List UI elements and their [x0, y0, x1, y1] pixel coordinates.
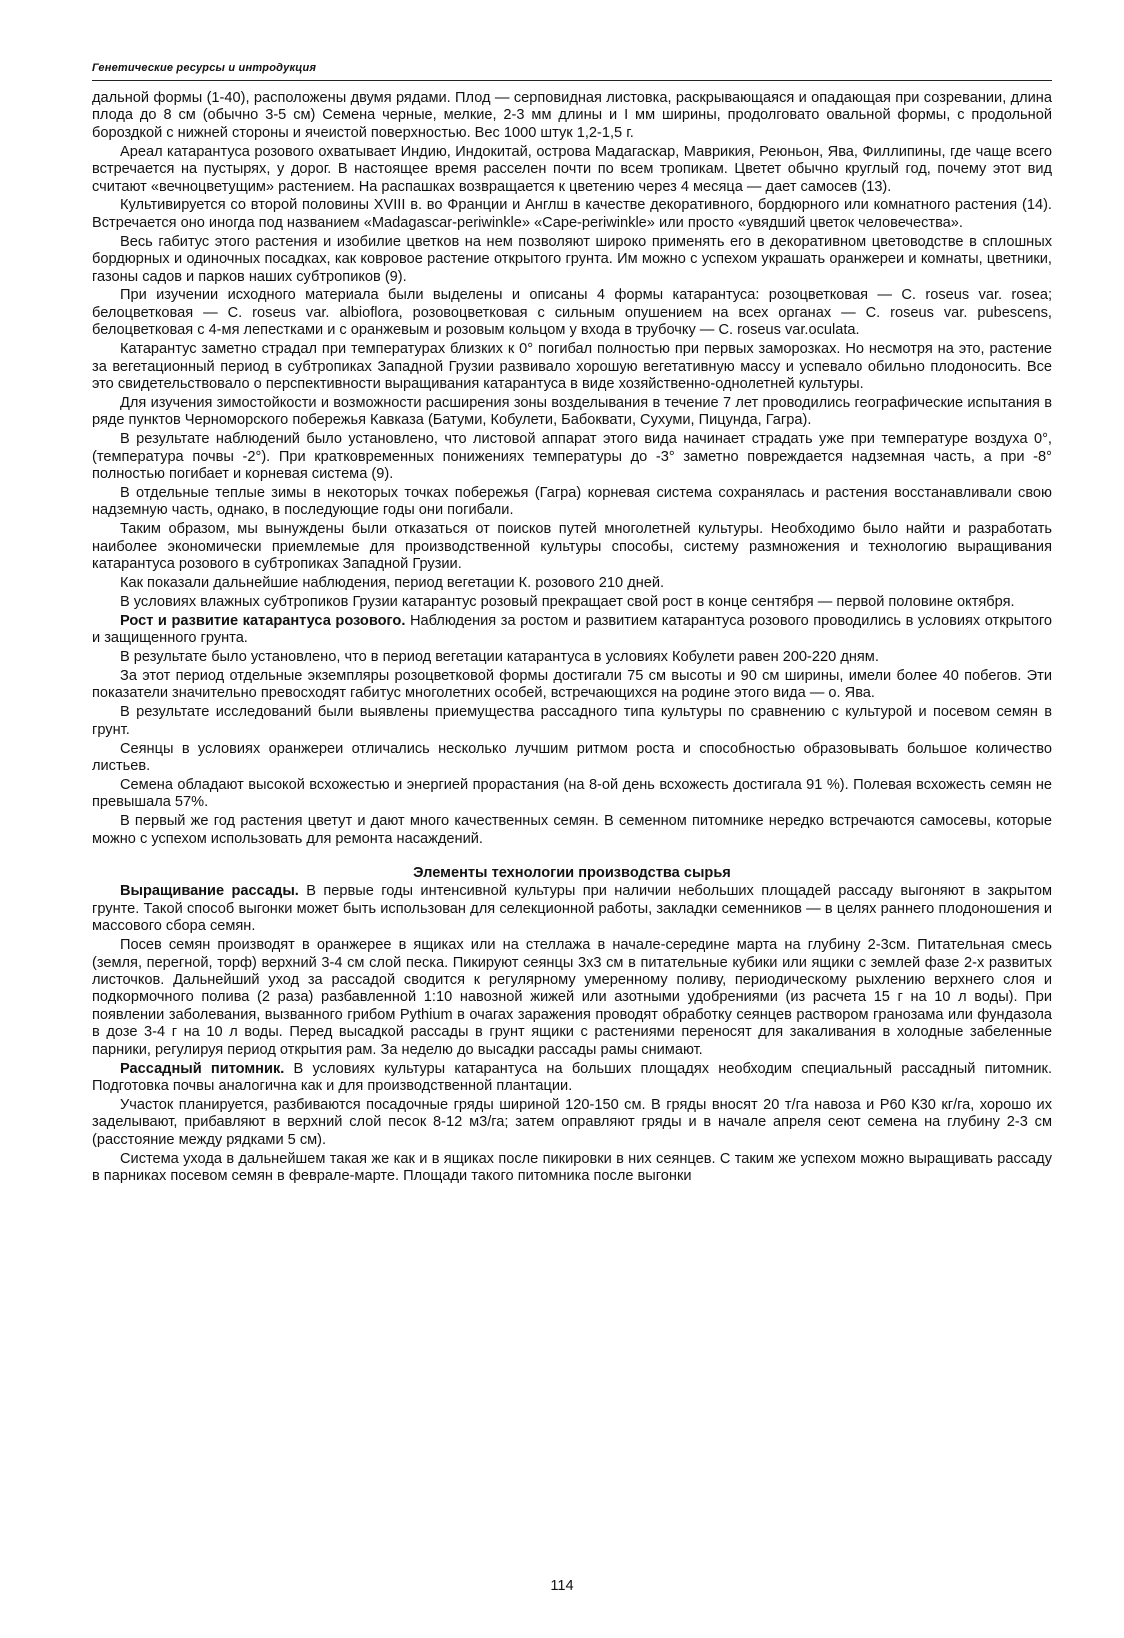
paragraph: В результате было установлено, что в период вегетации катарантуса в условиях Кобулети равен 200-220 дням. [120, 649, 879, 666]
paragraph: В результате наблюдений было установлено, что листовой аппарат этого вида начинает страдать уже при температуре воздуха 0°, (температура почвы -2°). При кратковременных понижениях температуры до -3° заметно повреждается надземная часть, а при -8° полностью погибает и корневая система (9). [92, 431, 1052, 483]
paragraph: Культивируется со второй половины XVIII в. во Франции и Англш в качестве декоративного, бордюрного или комнатного растения (14). Встречается оно иногда под названием «Madagascar-periwinkle» «Cape-periwinkle» или просто «увядший цветок человечества». [92, 197, 1052, 231]
seedling-lead: В первые годы интенсивной культуры при наличии небольших площадей рассаду выгоняют в закрытом грунте. Такой способ выгонки может быть использован для селекционной работы, закладки семенников — в целях раннего плодоношения и массового сбора семян. [92, 883, 1052, 935]
paragraph: Как показали дальнейшие наблюдения, период вегетации К. розового 210 дней. [120, 574, 665, 591]
running-header: Генетические ресурсы и интродукция [92, 62, 317, 74]
paragraph: В первый же год растения цветут и дают много качественных семян. В семенном питомнике нередко встречаются самосевы, которые можно с успехом использовать для ремонта насаждений. [92, 813, 1052, 847]
paragraph: За этот период отдельные экземпляры розоцветковой формы достигали 75 см высоты и 90 см ширины, имели более 40 побегов. Эти показатели значительно превосходят габитус многолетних особей, встречающихся на родине этого вида — о. Ява. [92, 668, 1052, 702]
paragraph: Катарантус заметно страдал при температурах близких к 0° погибал полностью при первых заморозках. Но несмотря на это, растение за вегетационный период в субтропиках Западной Грузии развивало хорошую вегетативную массу и успевало обильно плодоносить. Все это свидетельствовало о перспективности выращивания катарантуса в виде хозяйственно-однолетней культуры. [92, 341, 1052, 392]
paragraph: В отдельные теплые зимы в некоторых точках побережья (Гагра) корневая система сохранялась и растения восстанавливали свою надземную часть, однако, в последующие годы они погибали. [92, 484, 1052, 519]
nursery-paragraph [92, 1061, 1052, 1096]
article-body [92, 90, 1052, 1187]
paragraph: При изучении исходного материала были выделены и описаны 4 формы катарантуса: розоцветковая — С. roseus var. rosea; белоцветковая — С. roseus var. albioflora, розовоцветковая с сильным опушением на всех органах — С. roseus var. pubescens, белоцветковая с 4-мя лепестками и с оранжевым и розовым кольцом у входа в трубочку — С. roseus var.oculata. [92, 287, 1052, 339]
growth-paragraph [92, 613, 1052, 648]
seedling-title: Выращивание рассады. [120, 883, 299, 900]
growth-title: Рост и развитие катарантуса розового. [120, 612, 406, 629]
paragraph: В результате исследований были выявлены приемущества рассадного типа культуры по сравнению с культурой и посевом семян в грунт. [92, 704, 1052, 738]
nursery-title: Рассадный питомник. [120, 1060, 285, 1077]
header-rule [92, 80, 1052, 81]
paragraph: Посев семян производят в оранжерее в ящиках или на стеллажа в начале-середине марта на глубину 2-3см. Питательная смесь (земля, перегной, торф) верхний 3-4 см слой песка. Пикируют сеянцы 3x3 см в питательные кубики или ящики с землей фазе 2-х развитых листочков. Дальнейший уход за рассадой сводится к регулярному умеренному поливу, периодическому рыхлению верхнего слоя и подкормочного полива (2 раза) разбавленной 1:10 навозной жижей или азотными удобрениями (из расчета 15 г на 10 л воды). При появлении заболевания, вызванного грибом Pythium в очагах заражения проводят обработку сеянцев раствором гранозама или фундазола в дозе 3-4 г на 10 л воды. Перед высадкой рассады в грунт ящики с растениями переносят для закаливания в холодные забеленные парники, регулируя период открытия рам. За неделю до высадки рассады рамы снимают. [92, 937, 1052, 1058]
paragraph: Сеянцы в условиях оранжереи отличались несколько лучшим ритмом роста и способностью образовывать большое количество листьев. [92, 740, 1052, 775]
paragraph: Для изучения зимостойкости и возможности расширения зоны возделывания в течение 7 лет проводились географические испытания в ряде пунктов Черноморского побережья Кавказа (Батуми, Кобулети, Бабоквати, Сухуми, Пицунда, Гагра). [92, 394, 1052, 429]
paragraph: дальной формы (1-40), расположены двумя рядами. Плод — серповидная листовка, раскрывающаяся и опадающая при созревании, длина плода до 8 см (обычно 3-5 см) Семена черные, мелкие, 2-3 мм длины и I мм ширины, продолговато овальной формы, с продольной бороздкой с нижней стороны и ячеистой поверхностью. Вес 1000 штук 1,2-1,5 г. [92, 90, 1052, 141]
growth-lead: Наблюдения за ростом и развитием катарантуса розового проводились в условиях открытого и защищенного грунта. [92, 612, 1052, 647]
seedling-paragraph [92, 883, 1052, 935]
paragraph: Таким образом, мы вынуждены были отказаться от поисков путей многолетней культуры. Необходимо было найти и разработать наиболее экономически приемлемые для производственной культуры способы, систему размножения и технологию выращивания катарантуса розового в субтропиках Западной Грузии. [92, 521, 1052, 573]
page-number: 114 [550, 1578, 574, 1594]
paragraph: Ареал катарантуса розового охватывает Индию, Индокитай, острова Мадагаскар, Маврикия, Реюньон, Ява, Филлипины, где чаще всего встречается на пустырях, у дорог. В настоящее время расселен почти по всем тропикам. Цветет обычно круглый год, почему этот вид считают «вечноцветущим» растением. На распашках возвращается к цветению через 4 месяца — дает самосев (13). [92, 143, 1052, 195]
paragraph: В условиях влажных субтропиков Грузии катарантус розовый прекращает свой рост в конце сентября — первой половине октября. [120, 593, 1015, 610]
paragraph: Участок планируется, разбиваются посадочные гряды шириной 120-150 см. В гряды вносят 20 т/га навоза и Р60 К30 кг/га, хорошо их заделывают, прибавляют в верхний слой песок 8-12 м3/га; затем оправляют гряды и в начале апреля сеют семена на глубину 2-3 см (расстояние между рядками 5 см). [92, 1096, 1052, 1148]
paragraph: Весь габитус этого растения и изобилие цветков на нем позволяют широко применять его в декоративном цветоводстве в сплошных бордюрных и одиночных посадках, как ковровое растение открытого грунта. Им можно с успехом украшать оранжереи и комнаты, цветники, газоны садов и парков наших субтропиков (9). [92, 233, 1052, 285]
paragraph: Семена обладают высокой всхожестью и энергией прорастания (на 8-ой день всхожесть достигала 91 %). Полевая всхожесть семян не превышала 57%. [92, 776, 1052, 811]
nursery-lead: В условиях культуры катарантуса на больших площадях необходим специальный рассадный питомник. Подготовка почвы аналогична как и для производственной плантации. [92, 1060, 1052, 1094]
paragraph: Система ухода в дальнейшем такая же как и в ящиках после пикировки в них сеянцев. С таким же успехом можно выращивать рассаду в парниках посевом семян в феврале-марте. Площади такого питомника после выгонки [92, 1150, 1052, 1184]
section-heading: Элементы технологии производства сырья [413, 865, 731, 882]
